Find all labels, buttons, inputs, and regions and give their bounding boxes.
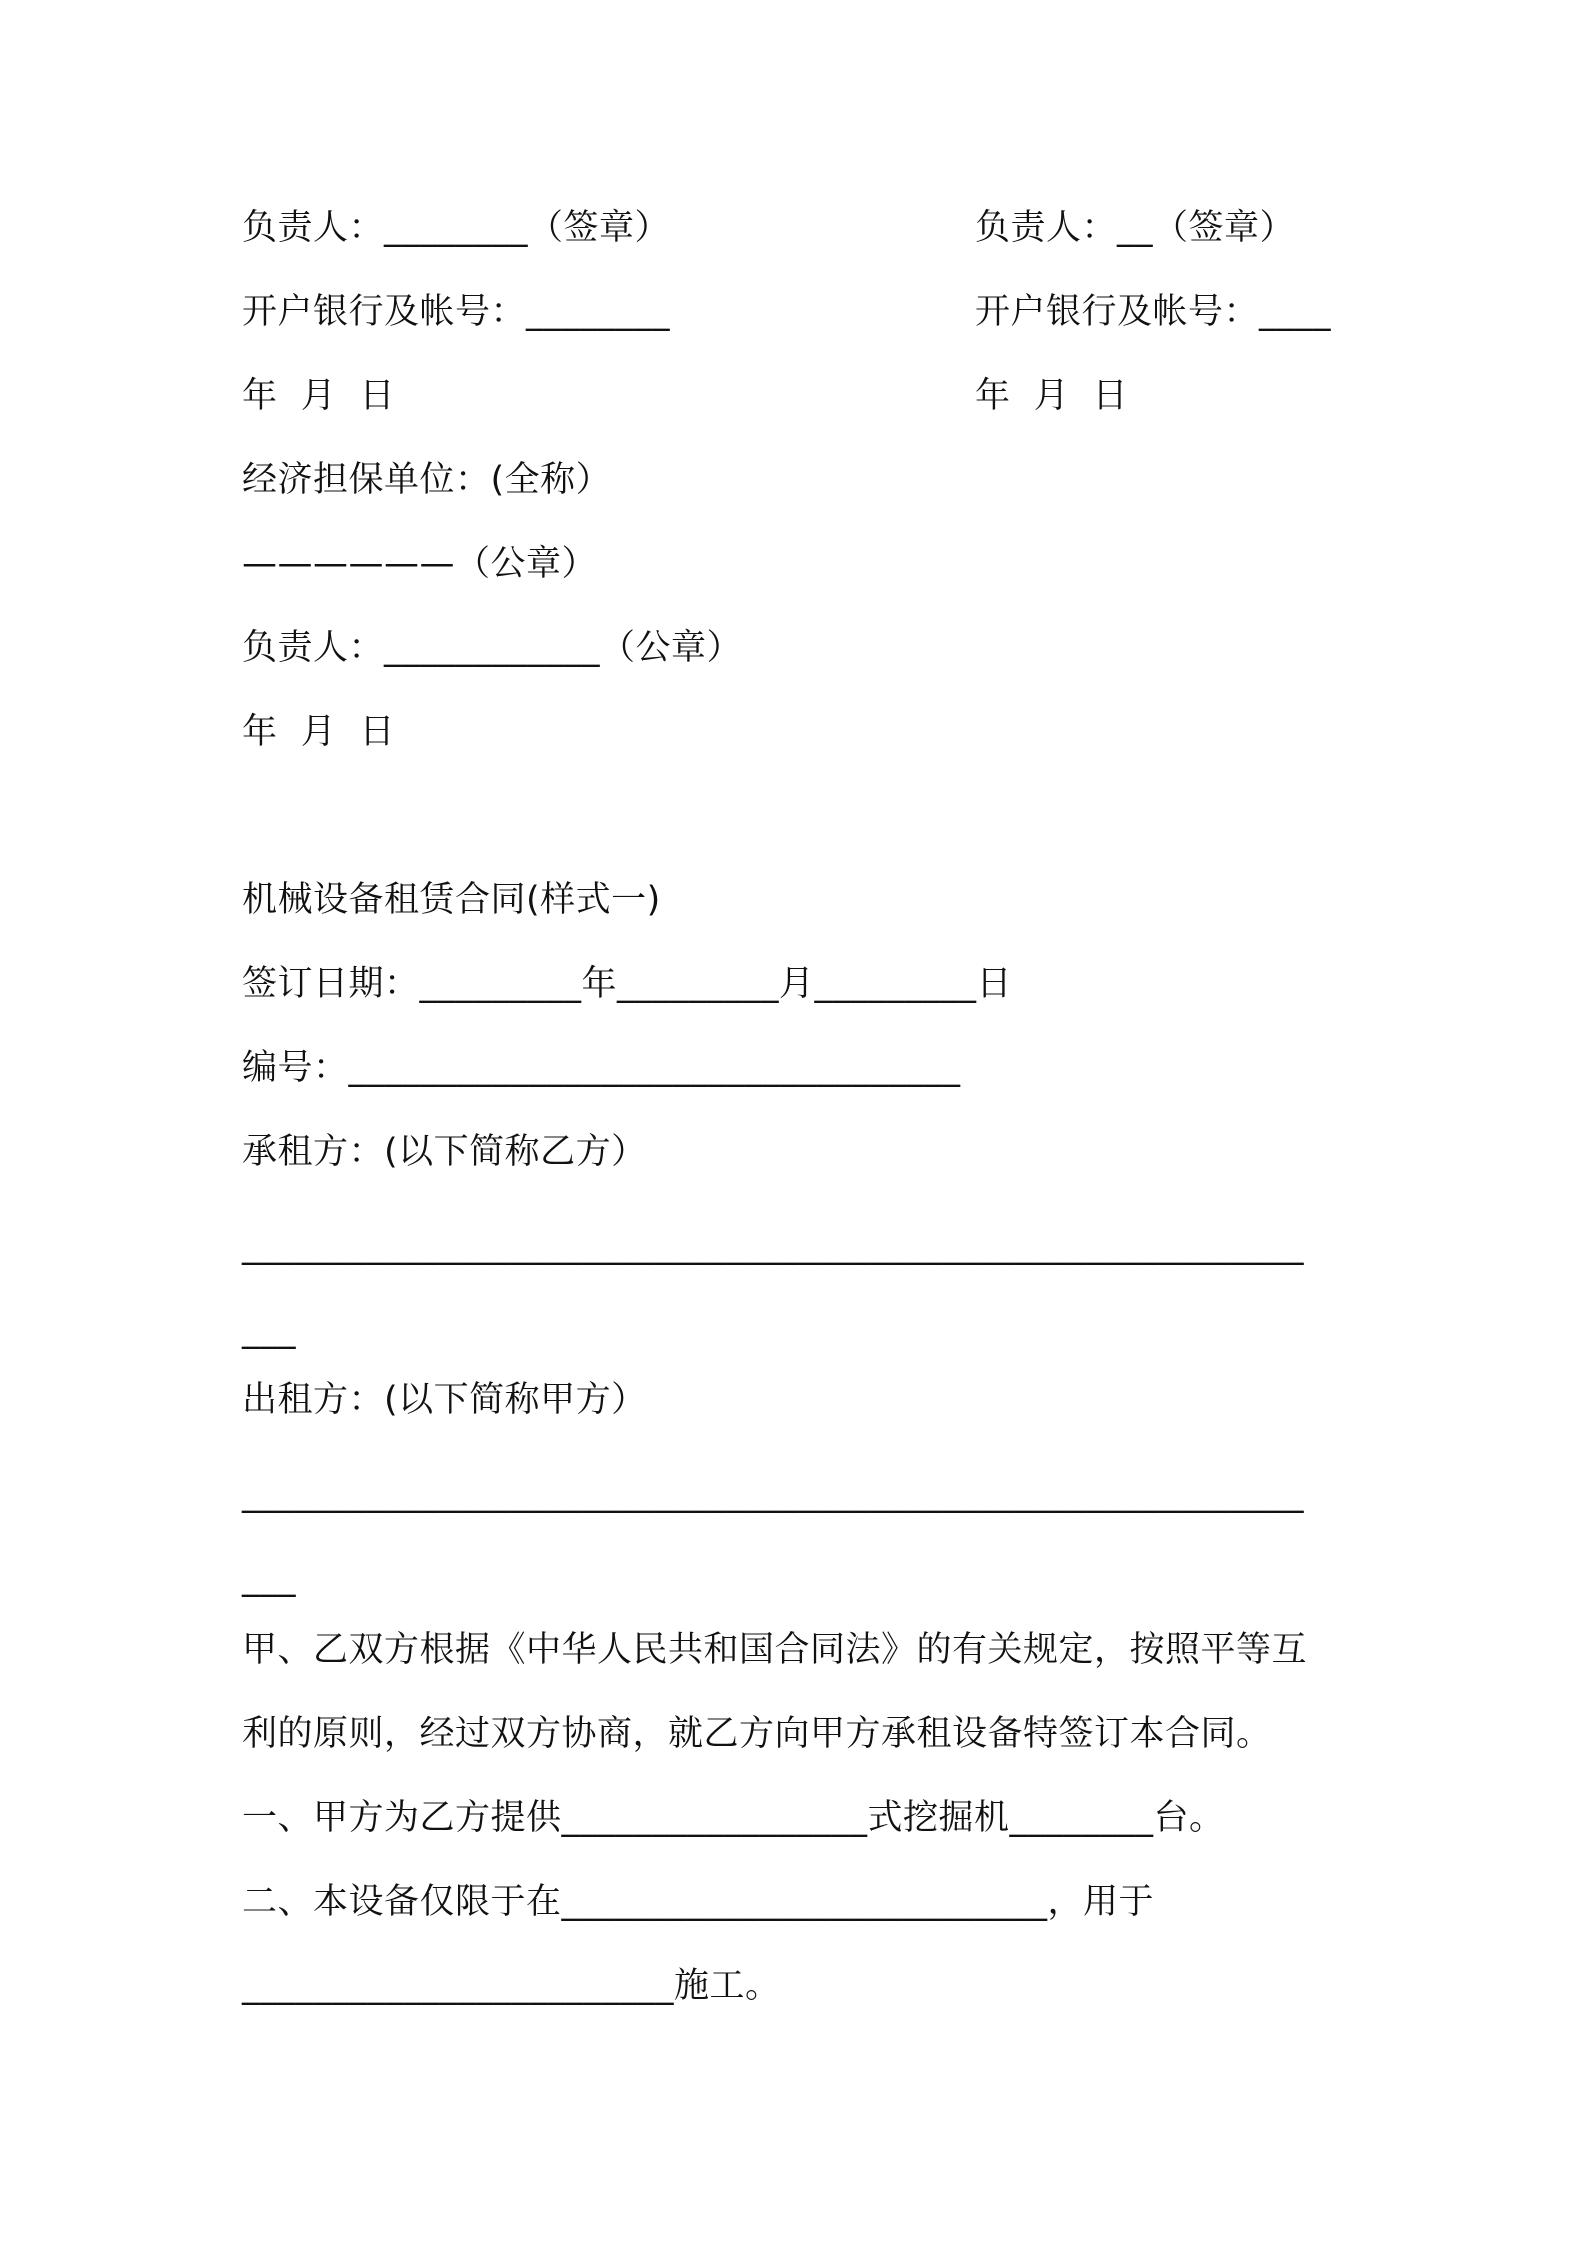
right-date-line: 年 月 日 bbox=[975, 376, 1129, 416]
contract-title: 机械设备租赁合同(样式一) bbox=[242, 880, 661, 920]
contract-number-line: 编号：__________________________________ bbox=[242, 1048, 961, 1088]
left-bank-account-line: 开户银行及帐号：________ bbox=[242, 292, 671, 332]
guarantor-responsible-line: 负责人：____________（公章） bbox=[242, 628, 743, 668]
preamble-line-2: 利的原则，经过双方协商，就乙方向甲方承租设备特签订本合同。 bbox=[242, 1714, 1272, 1754]
clause-2: 二、本设备仅限于在___________________________，用于 bbox=[242, 1882, 1155, 1922]
left-responsible-line: 负责人：________（签章） bbox=[242, 208, 671, 248]
lessee-label: 承租方：(以下简称乙方） bbox=[242, 1132, 647, 1172]
clause-2-continued: ________________________施工。 bbox=[242, 1966, 781, 2006]
right-bank-account-line: 开户银行及帐号：____ bbox=[975, 292, 1332, 332]
lessor-blank-line-end: ___ bbox=[242, 1558, 296, 1598]
sign-date-line: 签订日期：_________年_________月_________日 bbox=[242, 964, 1013, 1004]
left-date-line: 年 月 日 bbox=[242, 376, 396, 416]
guarantor-date-line: 年 月 日 bbox=[242, 712, 396, 752]
lessee-blank-line-end: ___ bbox=[242, 1310, 296, 1350]
right-responsible-line: 负责人：__（签章） bbox=[975, 208, 1296, 248]
lessee-blank-line: ___________________________________________________________ bbox=[242, 1226, 1304, 1266]
guarantor-seal-line: ——————（公章） bbox=[242, 544, 598, 584]
clause-1: 一、甲方为乙方提供_________________式挖掘机________台。 bbox=[242, 1798, 1225, 1838]
preamble-line-1: 甲、乙双方根据《中华人民共和国合同法》的有关规定，按照平等互 bbox=[242, 1630, 1308, 1670]
guarantor-unit-line: 经济担保单位：(全称） bbox=[242, 460, 612, 500]
lessor-label: 出租方：(以下简称甲方） bbox=[242, 1380, 647, 1420]
lessor-blank-line: ___________________________________________________________ bbox=[242, 1474, 1304, 1514]
